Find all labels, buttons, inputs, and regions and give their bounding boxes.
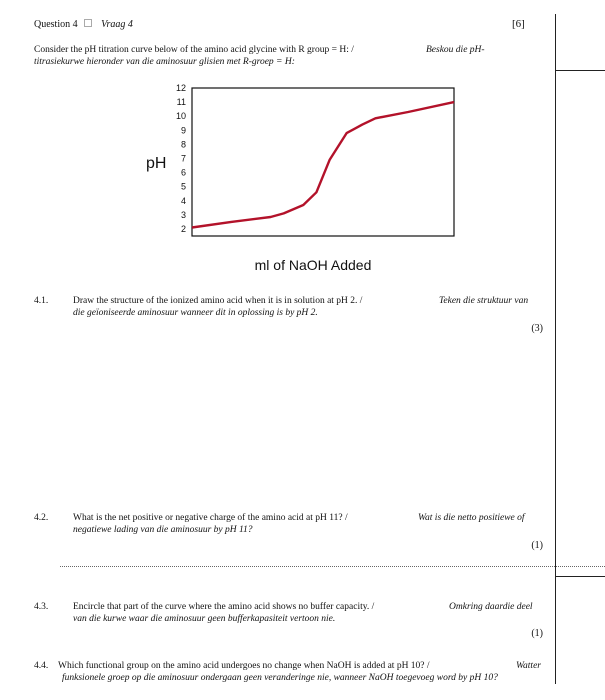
y-tick-label: 3 [180, 209, 186, 220]
q3-text-en: Encircle that part of the curve where the amino acid shows no buffer capacity. / [73, 602, 375, 612]
y-tick-label: 12 [175, 83, 186, 93]
q1-text-af: die geïoniseerde aminosuur wanneer dit in oplossing is by pH 2. [73, 308, 318, 318]
question-label-af: Vraag 4 [101, 19, 133, 30]
answer-line [60, 566, 605, 567]
question-label: Question 4 Vraag 4 [34, 19, 133, 30]
y-axis-label: pH [146, 155, 167, 172]
titration-chart [140, 80, 470, 280]
y-tick-label: 10 [175, 111, 186, 122]
q2-marks: (1) [531, 540, 543, 551]
y-tick-label: 6 [180, 167, 186, 178]
y-tick-label: 11 [176, 97, 186, 108]
y-tick-label: 9 [180, 125, 186, 136]
y-tick-label: 7 [180, 153, 186, 164]
checkbox-icon[interactable] [84, 19, 92, 27]
margin-column [555, 14, 605, 684]
q4-text-af: funksionele groep op die aminosuur ondergaan geen veranderinge nie, wanneer NaOH toegevoeg word by pH 10? [62, 673, 498, 683]
q2-text-en: What is the net positive or negative charge of the amino acid at pH 11? / [73, 513, 348, 523]
q1-number: 4.1. [34, 296, 49, 306]
q2-text-af-right: Wat is die netto positiewe of [418, 513, 525, 523]
y-tick-label: 2 [180, 223, 186, 234]
q1-text-af-right: Teken die struktuur van [439, 296, 529, 306]
q1-marks: (3) [531, 323, 543, 334]
y-tick-label: 4 [180, 195, 186, 206]
q3-marks: (1) [531, 628, 543, 639]
q3-text-af-right: Omkring daardie deel [449, 602, 533, 612]
q3-number: 4.3. [34, 602, 49, 612]
q2-number: 4.2. [34, 513, 49, 523]
intro-text-af: titrasiekurwe hieronder van die aminosuur glisien met R-groep = H: [34, 57, 295, 67]
q2-text-af: negatiewe lading van die aminosuur by pH 11? [73, 525, 253, 535]
q3-text-af: van die kurwe waar die aminosuur geen bufferkapasiteit vertoon nie. [73, 614, 336, 624]
y-tick-label: 5 [180, 181, 186, 192]
q4-text-af-right: Watter [516, 661, 541, 671]
q1-text-en: Draw the structure of the ionized amino acid when it is in solution at pH 2. / [73, 296, 363, 306]
total-marks: [6] [512, 18, 525, 30]
q4-number: 4.4. [34, 661, 49, 671]
intro-text-af-right: Beskou die pH- [426, 45, 485, 55]
intro-text-en: Consider the pH titration curve below of the amino acid glycine with R group = H: / [34, 45, 354, 55]
y-tick-label: 8 [180, 139, 186, 150]
x-axis-label: ml of NaOH Added [254, 257, 372, 273]
q4-text-en: Which functional group on the amino acid undergoes no change when NaOH is added at pH 10? / [58, 661, 430, 671]
